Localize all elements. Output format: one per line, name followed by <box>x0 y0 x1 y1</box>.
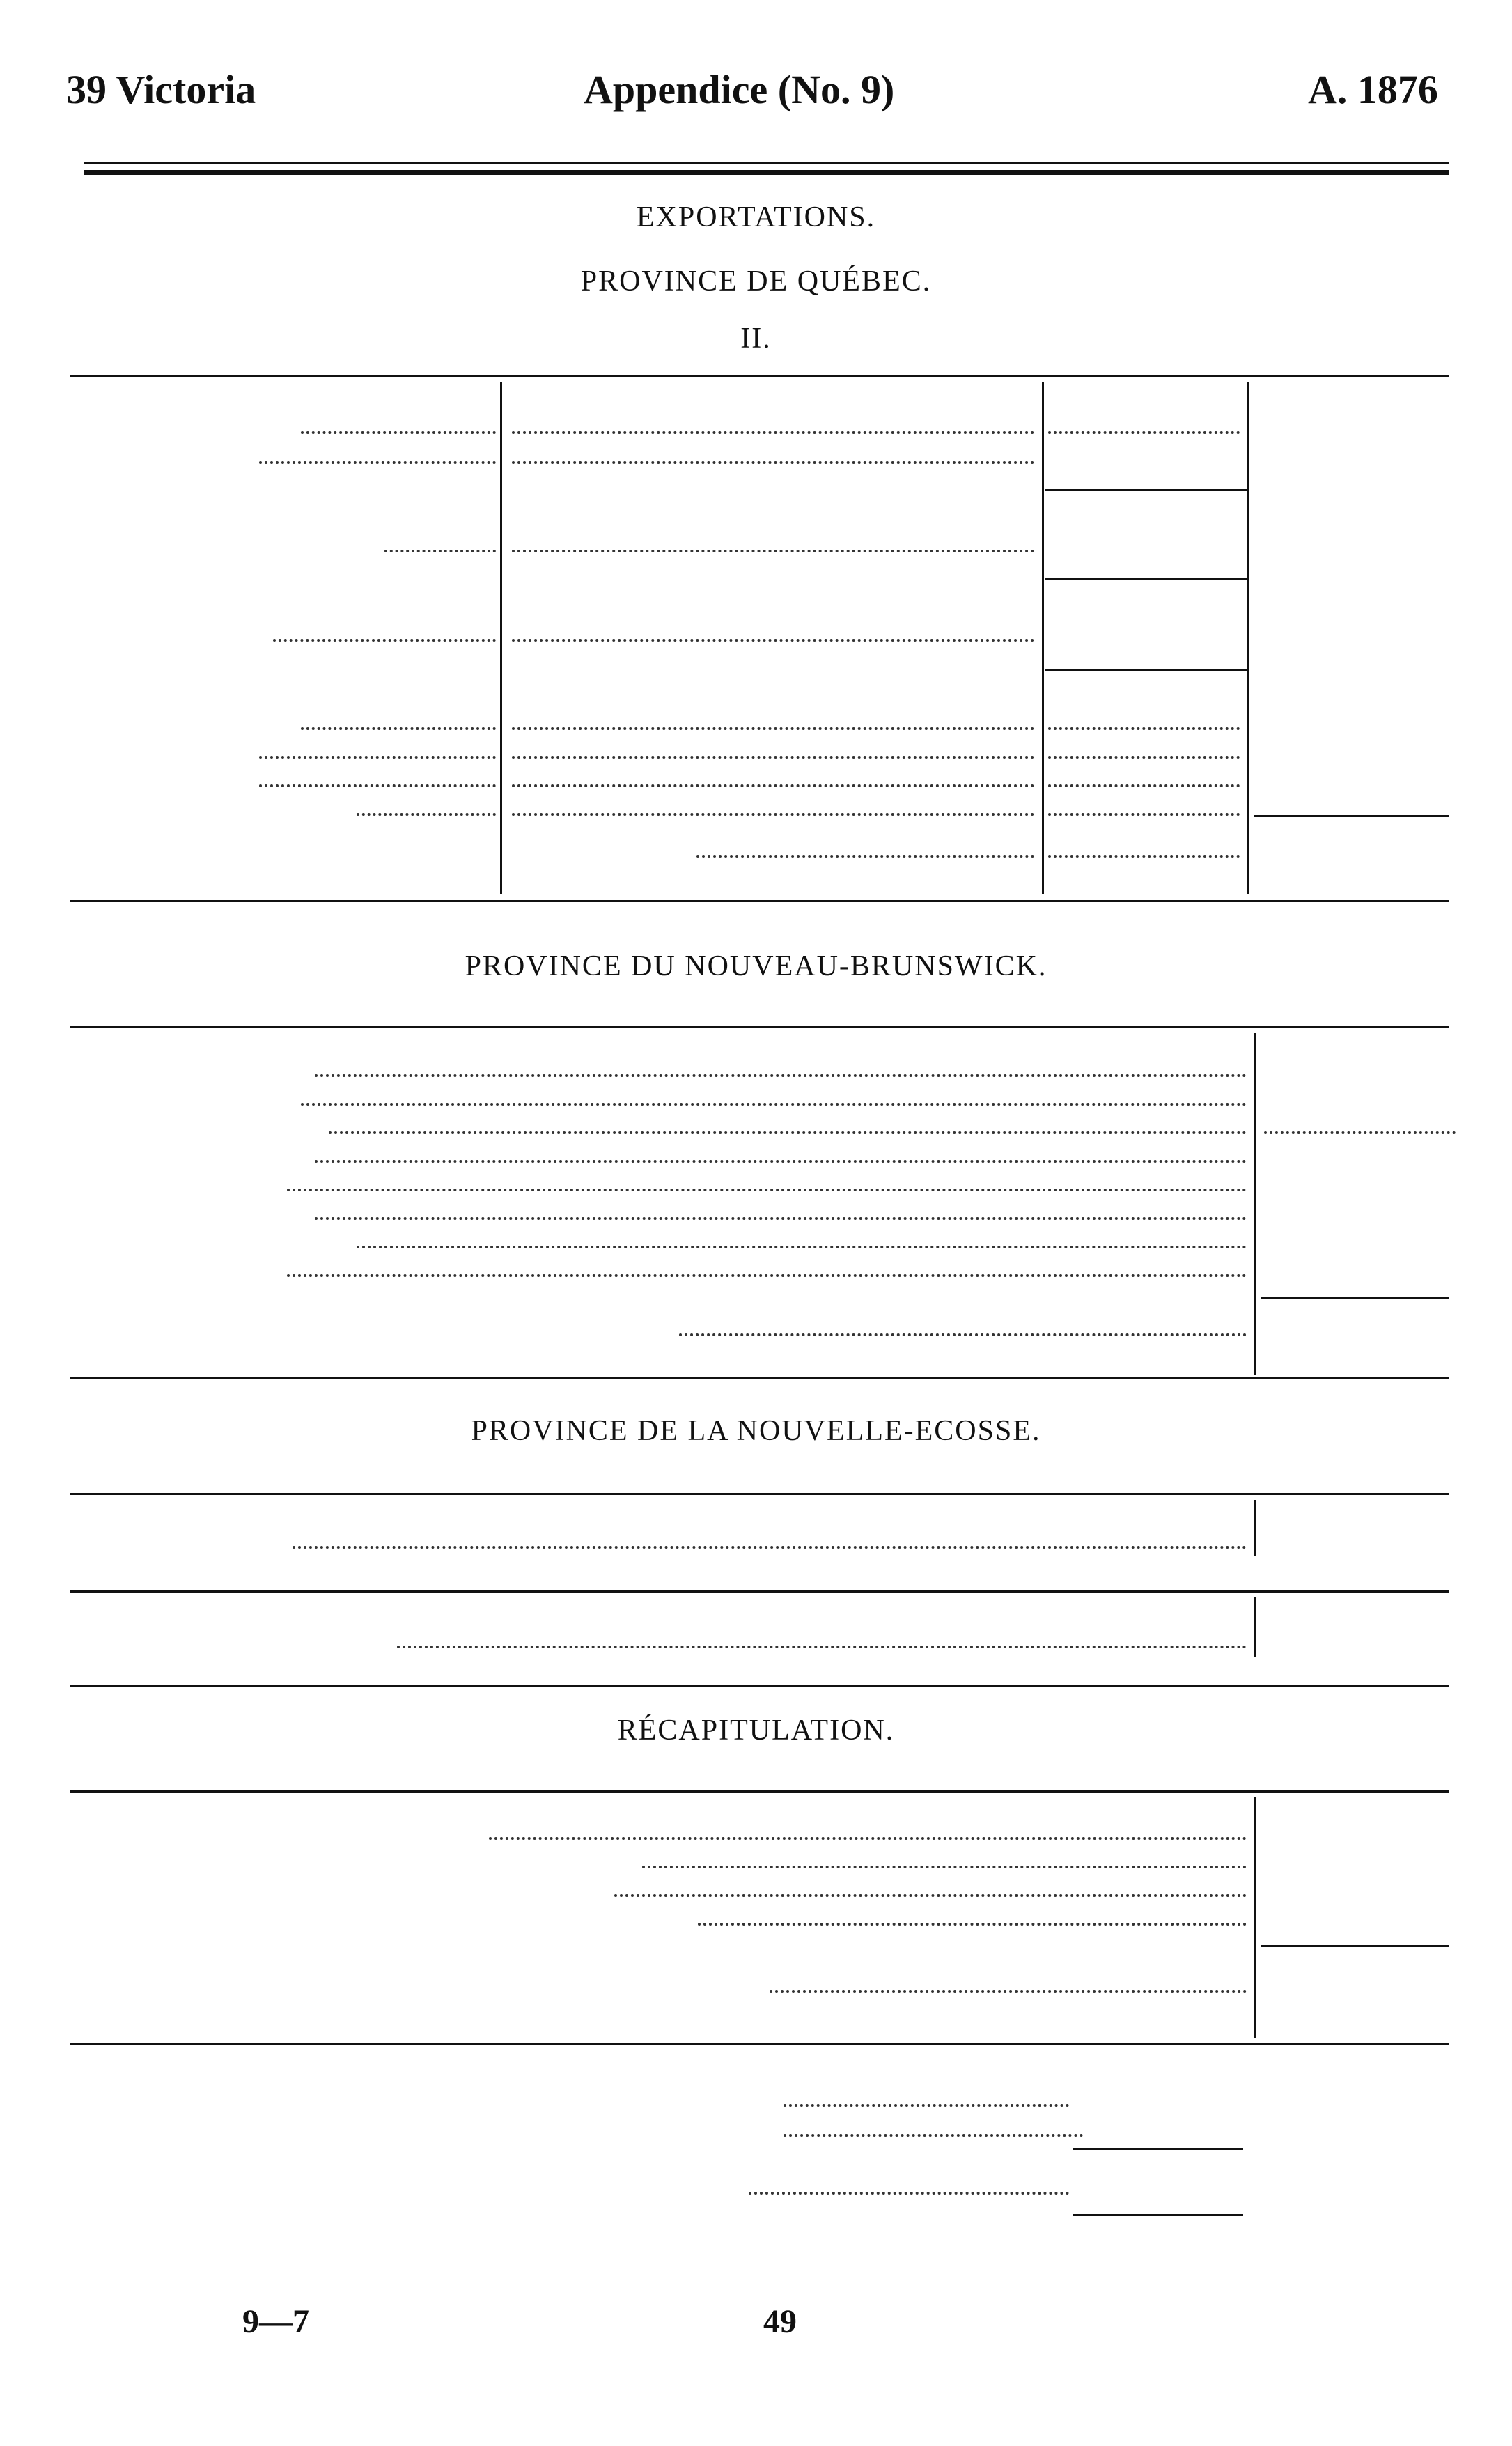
summary-bottom-rule <box>1073 2214 1243 2216</box>
leader-dots <box>696 855 1034 858</box>
leader-dots <box>512 727 1034 730</box>
leader-dots <box>1048 727 1240 730</box>
leader-dots <box>1264 1131 1456 1134</box>
quebec-title: PROVINCE DE QUÉBEC. <box>580 265 932 297</box>
leader-dots <box>293 1546 1247 1549</box>
leader-dots <box>679 1333 1247 1336</box>
recap-col-rule <box>1254 1797 1256 2038</box>
leader-dots <box>770 1990 1247 1993</box>
leader-dots <box>315 1074 1247 1077</box>
leader-dots <box>1048 756 1240 759</box>
ns-col-rule <box>1254 1500 1256 1556</box>
nb-top-rule <box>70 1026 1449 1028</box>
leader-dots <box>287 1189 1247 1191</box>
leader-dots <box>489 1837 1247 1840</box>
leader-dots <box>357 813 496 816</box>
leader-dots <box>512 550 1034 552</box>
quebec-col-rule-2 <box>1042 382 1044 894</box>
ns-top-rule <box>70 1493 1449 1495</box>
pei-bottom-rule <box>70 1685 1449 1687</box>
header-left: 39 Victoria <box>66 67 256 112</box>
quebec-total-rule <box>1254 815 1449 817</box>
leader-dots <box>1048 784 1240 787</box>
leader-dots <box>512 756 1034 759</box>
header-center: Appendice (No. 9) <box>584 67 895 112</box>
nb-col-rule <box>1254 1033 1256 1375</box>
leader-dots <box>1048 431 1240 434</box>
footer-signature: 9—7 <box>242 2303 309 2340</box>
leader-dots <box>784 2104 1069 2107</box>
page-number: 49 <box>763 2303 797 2340</box>
recap-title: RÉCAPITULATION. <box>617 1714 895 1747</box>
exportations-title: EXPORTATIONS. <box>636 201 876 233</box>
leader-dots <box>614 1894 1247 1897</box>
leader-dots <box>301 431 496 434</box>
quebec-col-rule-1 <box>500 382 502 894</box>
leader-dots <box>512 639 1034 642</box>
nb-title: PROVINCE DU NOUVEAU-BRUNSWICK. <box>465 950 1047 982</box>
pei-col-rule <box>1254 1597 1256 1657</box>
quebec-col-rule-3 <box>1247 382 1249 894</box>
pei-top-rule <box>70 1590 1449 1593</box>
leader-dots <box>1048 855 1240 858</box>
leader-dots <box>1048 813 1240 816</box>
leader-dots <box>259 784 496 787</box>
leader-dots <box>512 461 1034 464</box>
summary-rule <box>1073 2148 1243 2150</box>
leader-dots <box>698 1923 1247 1926</box>
leader-dots <box>512 431 1034 434</box>
leader-dots <box>273 639 496 642</box>
nb-bottom-rule <box>70 1377 1449 1379</box>
leader-dots <box>397 1646 1247 1648</box>
leader-dots <box>259 461 496 464</box>
header-rule-bottom <box>84 170 1449 175</box>
leader-dots <box>642 1866 1247 1868</box>
leader-dots <box>287 1274 1247 1277</box>
recap-top-rule <box>70 1790 1449 1793</box>
leader-dots <box>329 1131 1247 1134</box>
leader-dots <box>357 1246 1247 1248</box>
quebec-table-top-rule <box>70 375 1449 377</box>
recap-bottom-rule <box>70 2043 1449 2045</box>
nb-total-rule <box>1261 1297 1449 1299</box>
leader-dots <box>784 2134 1083 2137</box>
leader-dots <box>749 2192 1069 2195</box>
header-rule-top <box>84 162 1449 164</box>
header-right: A. 1876 <box>1308 67 1438 112</box>
leader-dots <box>301 1103 1247 1106</box>
leader-dots <box>512 784 1034 787</box>
quebec-bottom-rule <box>70 900 1449 902</box>
leader-dots <box>301 727 496 730</box>
quebec-subtotal-rule <box>1045 669 1247 671</box>
leader-dots <box>512 813 1034 816</box>
quebec-subtitle: II. <box>740 323 772 355</box>
leader-dots <box>315 1160 1247 1163</box>
quebec-subtotal-rule <box>1045 578 1247 580</box>
recap-total-rule <box>1261 1945 1449 1947</box>
quebec-subtotal-rule <box>1045 489 1247 491</box>
ns-title: PROVINCE DE LA NOUVELLE-ECOSSE. <box>471 1415 1041 1447</box>
leader-dots <box>384 550 496 552</box>
leader-dots <box>259 756 496 759</box>
leader-dots <box>315 1217 1247 1220</box>
